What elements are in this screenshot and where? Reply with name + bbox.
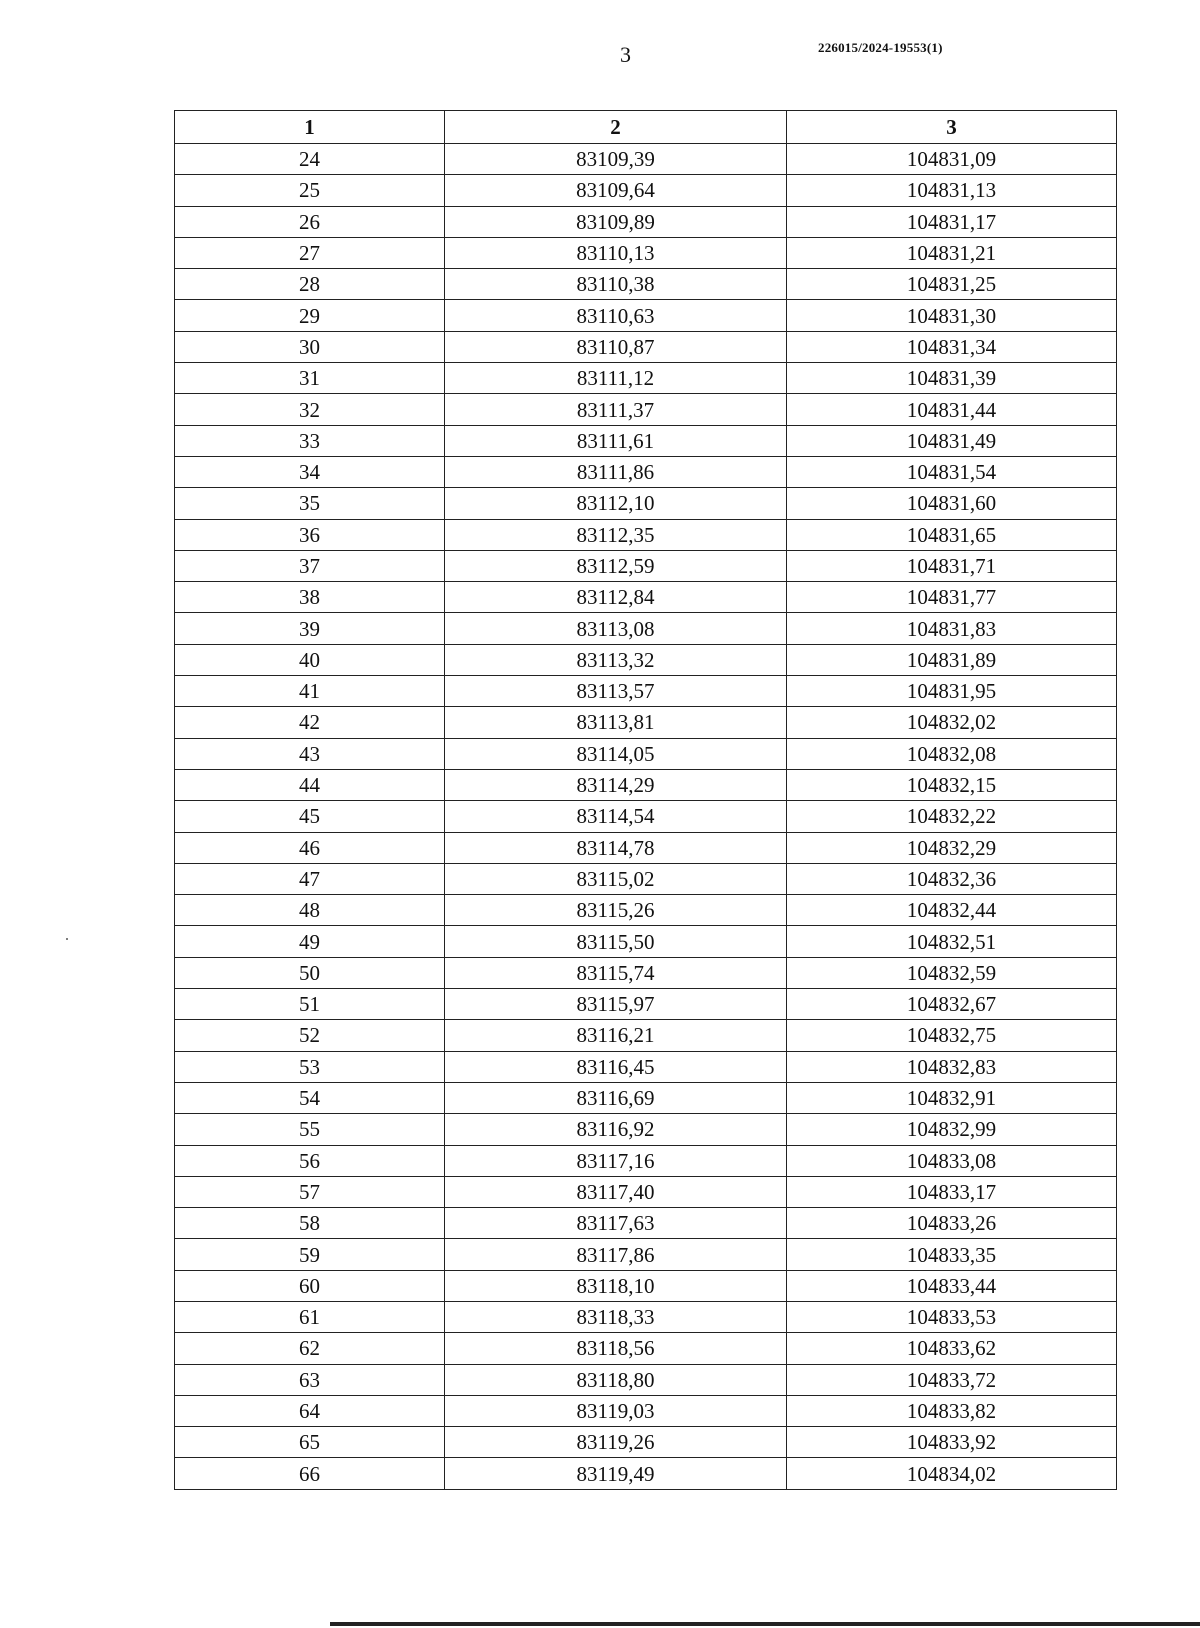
table-cell-col3: 104831,13 bbox=[787, 175, 1117, 206]
table-row bbox=[175, 1395, 1117, 1426]
table-cell-col1: 54 bbox=[175, 1082, 445, 1113]
table-row bbox=[175, 613, 1117, 644]
column-header-2: 2 bbox=[445, 111, 787, 144]
table-row bbox=[175, 1364, 1117, 1395]
table-cell-col1: 62 bbox=[175, 1333, 445, 1364]
table-row bbox=[175, 801, 1117, 832]
table-cell-col2: 83110,87 bbox=[445, 331, 787, 362]
table-cell-col1: 57 bbox=[175, 1176, 445, 1207]
page-number: 3 bbox=[620, 42, 631, 67]
table-cell-col1: 55 bbox=[175, 1114, 445, 1145]
table-cell-col1: 34 bbox=[175, 456, 445, 487]
table-cell-col1: 42 bbox=[175, 707, 445, 738]
table-cell-col2: 83115,74 bbox=[445, 957, 787, 988]
table-row bbox=[175, 519, 1117, 550]
table-cell-col3: 104831,89 bbox=[787, 644, 1117, 675]
table-cell-col2: 83116,92 bbox=[445, 1114, 787, 1145]
table-row bbox=[175, 394, 1117, 425]
table-cell-col2: 83115,50 bbox=[445, 926, 787, 957]
table-row bbox=[175, 456, 1117, 487]
table-row bbox=[175, 425, 1117, 456]
table-row bbox=[175, 1020, 1117, 1051]
table-cell-col1: 46 bbox=[175, 832, 445, 863]
table-cell-col2: 83114,29 bbox=[445, 769, 787, 800]
table-cell-col1: 63 bbox=[175, 1364, 445, 1395]
table-cell-col2: 83119,03 bbox=[445, 1395, 787, 1426]
column-header-1: 1 bbox=[175, 111, 445, 144]
table-cell-col3: 104833,44 bbox=[787, 1270, 1117, 1301]
table-cell-col2: 83111,37 bbox=[445, 394, 787, 425]
table-row bbox=[175, 1176, 1117, 1207]
table-row bbox=[175, 300, 1117, 331]
table-cell-col2: 83112,35 bbox=[445, 519, 787, 550]
table-row bbox=[175, 144, 1117, 175]
table-row bbox=[175, 363, 1117, 394]
table-row bbox=[175, 1114, 1117, 1145]
table-cell-col3: 104831,25 bbox=[787, 269, 1117, 300]
table-cell-col3: 104831,17 bbox=[787, 206, 1117, 237]
table-row bbox=[175, 550, 1117, 581]
table-row bbox=[175, 206, 1117, 237]
table-cell-col3: 104831,34 bbox=[787, 331, 1117, 362]
table-cell-col2: 83114,05 bbox=[445, 738, 787, 769]
table-row bbox=[175, 644, 1117, 675]
table-row bbox=[175, 1301, 1117, 1332]
table-cell-col3: 104833,72 bbox=[787, 1364, 1117, 1395]
table-cell-col2: 83111,12 bbox=[445, 363, 787, 394]
table-cell-col2: 83113,32 bbox=[445, 644, 787, 675]
table-cell-col3: 104834,02 bbox=[787, 1458, 1117, 1489]
table-cell-col2: 83115,02 bbox=[445, 863, 787, 894]
table-cell-col2: 83116,69 bbox=[445, 1082, 787, 1113]
table-cell-col2: 83114,54 bbox=[445, 801, 787, 832]
table-cell-col3: 104832,59 bbox=[787, 957, 1117, 988]
table-row bbox=[175, 1082, 1117, 1113]
table-cell-col3: 104831,39 bbox=[787, 363, 1117, 394]
table-cell-col2: 83111,86 bbox=[445, 456, 787, 487]
table-cell-col2: 83110,13 bbox=[445, 237, 787, 268]
table-cell-col1: 61 bbox=[175, 1301, 445, 1332]
table-row bbox=[175, 582, 1117, 613]
table-cell-col1: 31 bbox=[175, 363, 445, 394]
table-cell-col1: 50 bbox=[175, 957, 445, 988]
table-row bbox=[175, 769, 1117, 800]
table-cell-col2: 83116,45 bbox=[445, 1051, 787, 1082]
table-cell-col3: 104831,21 bbox=[787, 237, 1117, 268]
table-cell-col2: 83112,84 bbox=[445, 582, 787, 613]
table-cell-col2: 83115,97 bbox=[445, 989, 787, 1020]
table-cell-col3: 104831,95 bbox=[787, 676, 1117, 707]
table-cell-col2: 83113,57 bbox=[445, 676, 787, 707]
table-cell-col3: 104832,29 bbox=[787, 832, 1117, 863]
table-cell-col1: 39 bbox=[175, 613, 445, 644]
table-row bbox=[175, 269, 1117, 300]
table-cell-col2: 83109,89 bbox=[445, 206, 787, 237]
table-row bbox=[175, 175, 1117, 206]
table-cell-col1: 48 bbox=[175, 895, 445, 926]
table-cell-col1: 30 bbox=[175, 331, 445, 362]
table-cell-col2: 83115,26 bbox=[445, 895, 787, 926]
table-cell-col3: 104833,17 bbox=[787, 1176, 1117, 1207]
table-cell-col1: 28 bbox=[175, 269, 445, 300]
scan-speck bbox=[66, 938, 68, 940]
table-cell-col1: 64 bbox=[175, 1395, 445, 1426]
table-cell-col1: 56 bbox=[175, 1145, 445, 1176]
table-cell-col2: 83119,26 bbox=[445, 1427, 787, 1458]
table-cell-col3: 104832,91 bbox=[787, 1082, 1117, 1113]
table-cell-col2: 83109,39 bbox=[445, 144, 787, 175]
column-header-3: 3 bbox=[787, 111, 1117, 144]
table-row bbox=[175, 926, 1117, 957]
table-row bbox=[175, 1427, 1117, 1458]
table-cell-col1: 38 bbox=[175, 582, 445, 613]
table-cell-col1: 44 bbox=[175, 769, 445, 800]
table-cell-col2: 83113,81 bbox=[445, 707, 787, 738]
table-cell-col2: 83113,08 bbox=[445, 613, 787, 644]
table-row bbox=[175, 331, 1117, 362]
table-cell-col1: 51 bbox=[175, 989, 445, 1020]
table-row bbox=[175, 676, 1117, 707]
table-cell-col1: 37 bbox=[175, 550, 445, 581]
table-header-row bbox=[175, 111, 1117, 144]
table-cell-col1: 58 bbox=[175, 1208, 445, 1239]
table-cell-col1: 35 bbox=[175, 488, 445, 519]
table-body bbox=[175, 144, 1117, 1490]
table-cell-col1: 65 bbox=[175, 1427, 445, 1458]
table-cell-col3: 104831,49 bbox=[787, 425, 1117, 456]
table-cell-col2: 83112,10 bbox=[445, 488, 787, 519]
table-row bbox=[175, 1458, 1117, 1489]
table-cell-col1: 43 bbox=[175, 738, 445, 769]
table-cell-col1: 25 bbox=[175, 175, 445, 206]
table-cell-col3: 104832,44 bbox=[787, 895, 1117, 926]
table-cell-col3: 104831,44 bbox=[787, 394, 1117, 425]
bottom-scan-edge bbox=[330, 1622, 1200, 1626]
table-cell-col1: 66 bbox=[175, 1458, 445, 1489]
table-cell-col3: 104831,09 bbox=[787, 144, 1117, 175]
coordinates-table bbox=[174, 110, 1117, 1490]
table-cell-col3: 104833,26 bbox=[787, 1208, 1117, 1239]
table-cell-col2: 83111,61 bbox=[445, 425, 787, 456]
table-row bbox=[175, 1239, 1117, 1270]
table-cell-col1: 53 bbox=[175, 1051, 445, 1082]
table-cell-col3: 104831,65 bbox=[787, 519, 1117, 550]
table-cell-col1: 27 bbox=[175, 237, 445, 268]
table-cell-col1: 59 bbox=[175, 1239, 445, 1270]
table-cell-col3: 104831,60 bbox=[787, 488, 1117, 519]
table-cell-col1: 41 bbox=[175, 676, 445, 707]
table-cell-col2: 83118,10 bbox=[445, 1270, 787, 1301]
table-cell-col1: 36 bbox=[175, 519, 445, 550]
table-row bbox=[175, 957, 1117, 988]
table-cell-col1: 60 bbox=[175, 1270, 445, 1301]
table-cell-col1: 45 bbox=[175, 801, 445, 832]
table-cell-col1: 47 bbox=[175, 863, 445, 894]
table-row bbox=[175, 237, 1117, 268]
table-cell-col1: 40 bbox=[175, 644, 445, 675]
table-cell-col2: 83110,63 bbox=[445, 300, 787, 331]
table-cell-col3: 104832,15 bbox=[787, 769, 1117, 800]
table-cell-col2: 83118,56 bbox=[445, 1333, 787, 1364]
table-cell-col3: 104832,51 bbox=[787, 926, 1117, 957]
table-cell-col2: 83109,64 bbox=[445, 175, 787, 206]
table-cell-col2: 83116,21 bbox=[445, 1020, 787, 1051]
table-cell-col3: 104833,35 bbox=[787, 1239, 1117, 1270]
table-cell-col2: 83118,80 bbox=[445, 1364, 787, 1395]
table-cell-col3: 104832,22 bbox=[787, 801, 1117, 832]
table-cell-col3: 104832,83 bbox=[787, 1051, 1117, 1082]
table-cell-col3: 104832,02 bbox=[787, 707, 1117, 738]
table-cell-col3: 104832,75 bbox=[787, 1020, 1117, 1051]
table-cell-col3: 104833,53 bbox=[787, 1301, 1117, 1332]
table-cell-col2: 83117,40 bbox=[445, 1176, 787, 1207]
table-cell-col3: 104831,83 bbox=[787, 613, 1117, 644]
table-row bbox=[175, 1051, 1117, 1082]
table-cell-col1: 32 bbox=[175, 394, 445, 425]
table-row bbox=[175, 1145, 1117, 1176]
table-row bbox=[175, 895, 1117, 926]
table-cell-col2: 83114,78 bbox=[445, 832, 787, 863]
table-cell-col2: 83117,63 bbox=[445, 1208, 787, 1239]
table-row bbox=[175, 488, 1117, 519]
table-cell-col2: 83117,86 bbox=[445, 1239, 787, 1270]
table-cell-col1: 49 bbox=[175, 926, 445, 957]
table-cell-col3: 104831,54 bbox=[787, 456, 1117, 487]
table-cell-col3: 104831,30 bbox=[787, 300, 1117, 331]
table-cell-col3: 104833,82 bbox=[787, 1395, 1117, 1426]
table-cell-col1: 26 bbox=[175, 206, 445, 237]
table-cell-col1: 52 bbox=[175, 1020, 445, 1051]
table-cell-col1: 29 bbox=[175, 300, 445, 331]
table-cell-col2: 83118,33 bbox=[445, 1301, 787, 1332]
table-cell-col2: 83110,38 bbox=[445, 269, 787, 300]
table-cell-col2: 83119,49 bbox=[445, 1458, 787, 1489]
table-cell-col3: 104832,36 bbox=[787, 863, 1117, 894]
table-row bbox=[175, 989, 1117, 1020]
table-cell-col3: 104831,77 bbox=[787, 582, 1117, 613]
table-cell-col3: 104833,92 bbox=[787, 1427, 1117, 1458]
table-row bbox=[175, 863, 1117, 894]
table-row bbox=[175, 1208, 1117, 1239]
table-row bbox=[175, 832, 1117, 863]
table-cell-col2: 83112,59 bbox=[445, 550, 787, 581]
table-row bbox=[175, 1333, 1117, 1364]
table-cell-col1: 24 bbox=[175, 144, 445, 175]
table-row bbox=[175, 738, 1117, 769]
table-row bbox=[175, 707, 1117, 738]
table-cell-col2: 83117,16 bbox=[445, 1145, 787, 1176]
table-cell-col3: 104831,71 bbox=[787, 550, 1117, 581]
document-id: 226015/2024-19553(1) bbox=[818, 40, 943, 55]
table-cell-col3: 104832,67 bbox=[787, 989, 1117, 1020]
table-cell-col1: 33 bbox=[175, 425, 445, 456]
table-cell-col3: 104833,08 bbox=[787, 1145, 1117, 1176]
table-cell-col3: 104832,08 bbox=[787, 738, 1117, 769]
table-cell-col3: 104833,62 bbox=[787, 1333, 1117, 1364]
table-cell-col3: 104832,99 bbox=[787, 1114, 1117, 1145]
table-row bbox=[175, 1270, 1117, 1301]
